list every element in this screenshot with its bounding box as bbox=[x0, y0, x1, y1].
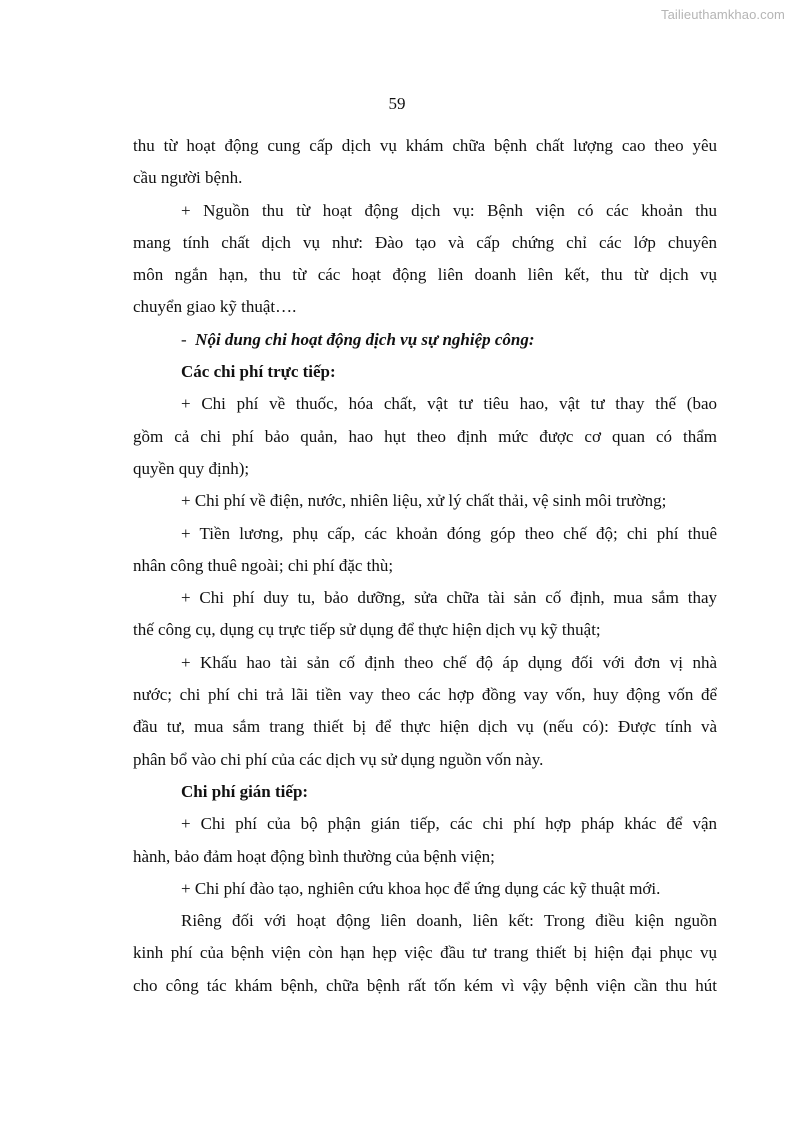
text-line: + Tiền lương, phụ cấp, các khoản đóng góp theo chế độ; chi phí thuê bbox=[181, 523, 717, 543]
paragraph bbox=[133, 485, 717, 517]
subheading-direct-costs: Các chi phí trực tiếp: bbox=[181, 362, 336, 382]
text-line: phân bổ vào chi phí của các dịch vụ sử dụng nguồn vốn này. bbox=[133, 749, 544, 769]
paragraph bbox=[133, 130, 717, 195]
paragraph bbox=[133, 582, 717, 647]
section-heading bbox=[133, 324, 717, 356]
text-line: + Chi phí của bộ phận gián tiếp, các chi phí hợp pháp khác để vận bbox=[181, 814, 717, 834]
text-line: + Chi phí về thuốc, hóa chất, vật tư tiêu hao, vật tư thay thế (bao bbox=[181, 394, 717, 414]
watermark: Tailieuthamkhao.com bbox=[660, 7, 785, 22]
list-dash: - bbox=[181, 329, 187, 349]
text-line: thế công cụ, dụng cụ trực tiếp sử dụng để thực hiện dịch vụ kỹ thuật; bbox=[133, 620, 601, 640]
text-line: + Chi phí về điện, nước, nhiên liệu, xử lý chất thải, vệ sinh môi trường; bbox=[181, 491, 667, 511]
paragraph bbox=[133, 518, 717, 583]
heading-text: Nội dung chi hoạt động dịch vụ sự nghiệp công: bbox=[195, 329, 535, 349]
text-line: gồm cả chi phí bảo quản, hao hụt theo định mức được cơ quan có thẩm bbox=[133, 426, 717, 446]
page-number: 59 bbox=[388, 94, 406, 113]
text-line: + Khấu hao tài sản cố định theo chế độ áp dụng đối với đơn vị nhà bbox=[181, 652, 717, 672]
document-body bbox=[133, 130, 717, 1002]
paragraph bbox=[133, 195, 717, 324]
text-line: nước; chi phí chi trả lãi tiền vay theo các hợp đồng vay vốn, huy động vốn để bbox=[133, 685, 717, 705]
paragraph bbox=[133, 905, 717, 1002]
text-line: nhân công thuê ngoài; chi phí đặc thù; bbox=[133, 555, 394, 575]
paragraph bbox=[133, 873, 717, 905]
text-line: cho công tác khám bệnh, chữa bệnh rất tốn kém vì vậy bệnh viện cần thu hút bbox=[133, 975, 717, 995]
text-line: quyền quy định); bbox=[133, 458, 250, 478]
text-line: hành, bảo đảm hoạt động bình thường của bệnh viện; bbox=[133, 846, 495, 866]
paragraph bbox=[133, 388, 717, 485]
text-line: chuyển giao kỹ thuật…. bbox=[133, 297, 297, 317]
text-line: kinh phí của bệnh viện còn hạn hẹp việc đầu tư trang thiết bị hiện đại phục vụ bbox=[133, 943, 717, 963]
paragraph bbox=[133, 647, 717, 776]
text-line: cầu người bệnh. bbox=[133, 168, 243, 188]
text-line: môn ngắn hạn, thu từ các hoạt động liên doanh liên kết, thu từ dịch vụ bbox=[133, 265, 717, 285]
text-line: thu từ hoạt động cung cấp dịch vụ khám chữa bệnh chất lượng cao theo yêu bbox=[133, 136, 717, 155]
text-line: Riêng đối với hoạt động liên doanh, liên kết: Trong điều kiện nguồn bbox=[181, 911, 717, 931]
text-line: mang tính chất dịch vụ như: Đào tạo và cấp chứng chỉ các lớp chuyên bbox=[133, 232, 717, 252]
text-line: + Chi phí duy tu, bảo dưỡng, sửa chữa tài sản cố định, mua sắm thay bbox=[181, 588, 717, 608]
subheading-indirect-costs: Chi phí gián tiếp: bbox=[181, 781, 309, 801]
text-line: + Chi phí đào tạo, nghiên cứu khoa học để ứng dụng các kỹ thuật mới. bbox=[181, 878, 661, 898]
text-line: + Nguồn thu từ hoạt động dịch vụ: Bệnh viện có các khoản thu bbox=[181, 200, 717, 220]
text-line: đầu tư, mua sắm trang thiết bị để thực hiện dịch vụ (nếu có): Được tính và bbox=[133, 717, 717, 737]
paragraph bbox=[133, 808, 717, 873]
